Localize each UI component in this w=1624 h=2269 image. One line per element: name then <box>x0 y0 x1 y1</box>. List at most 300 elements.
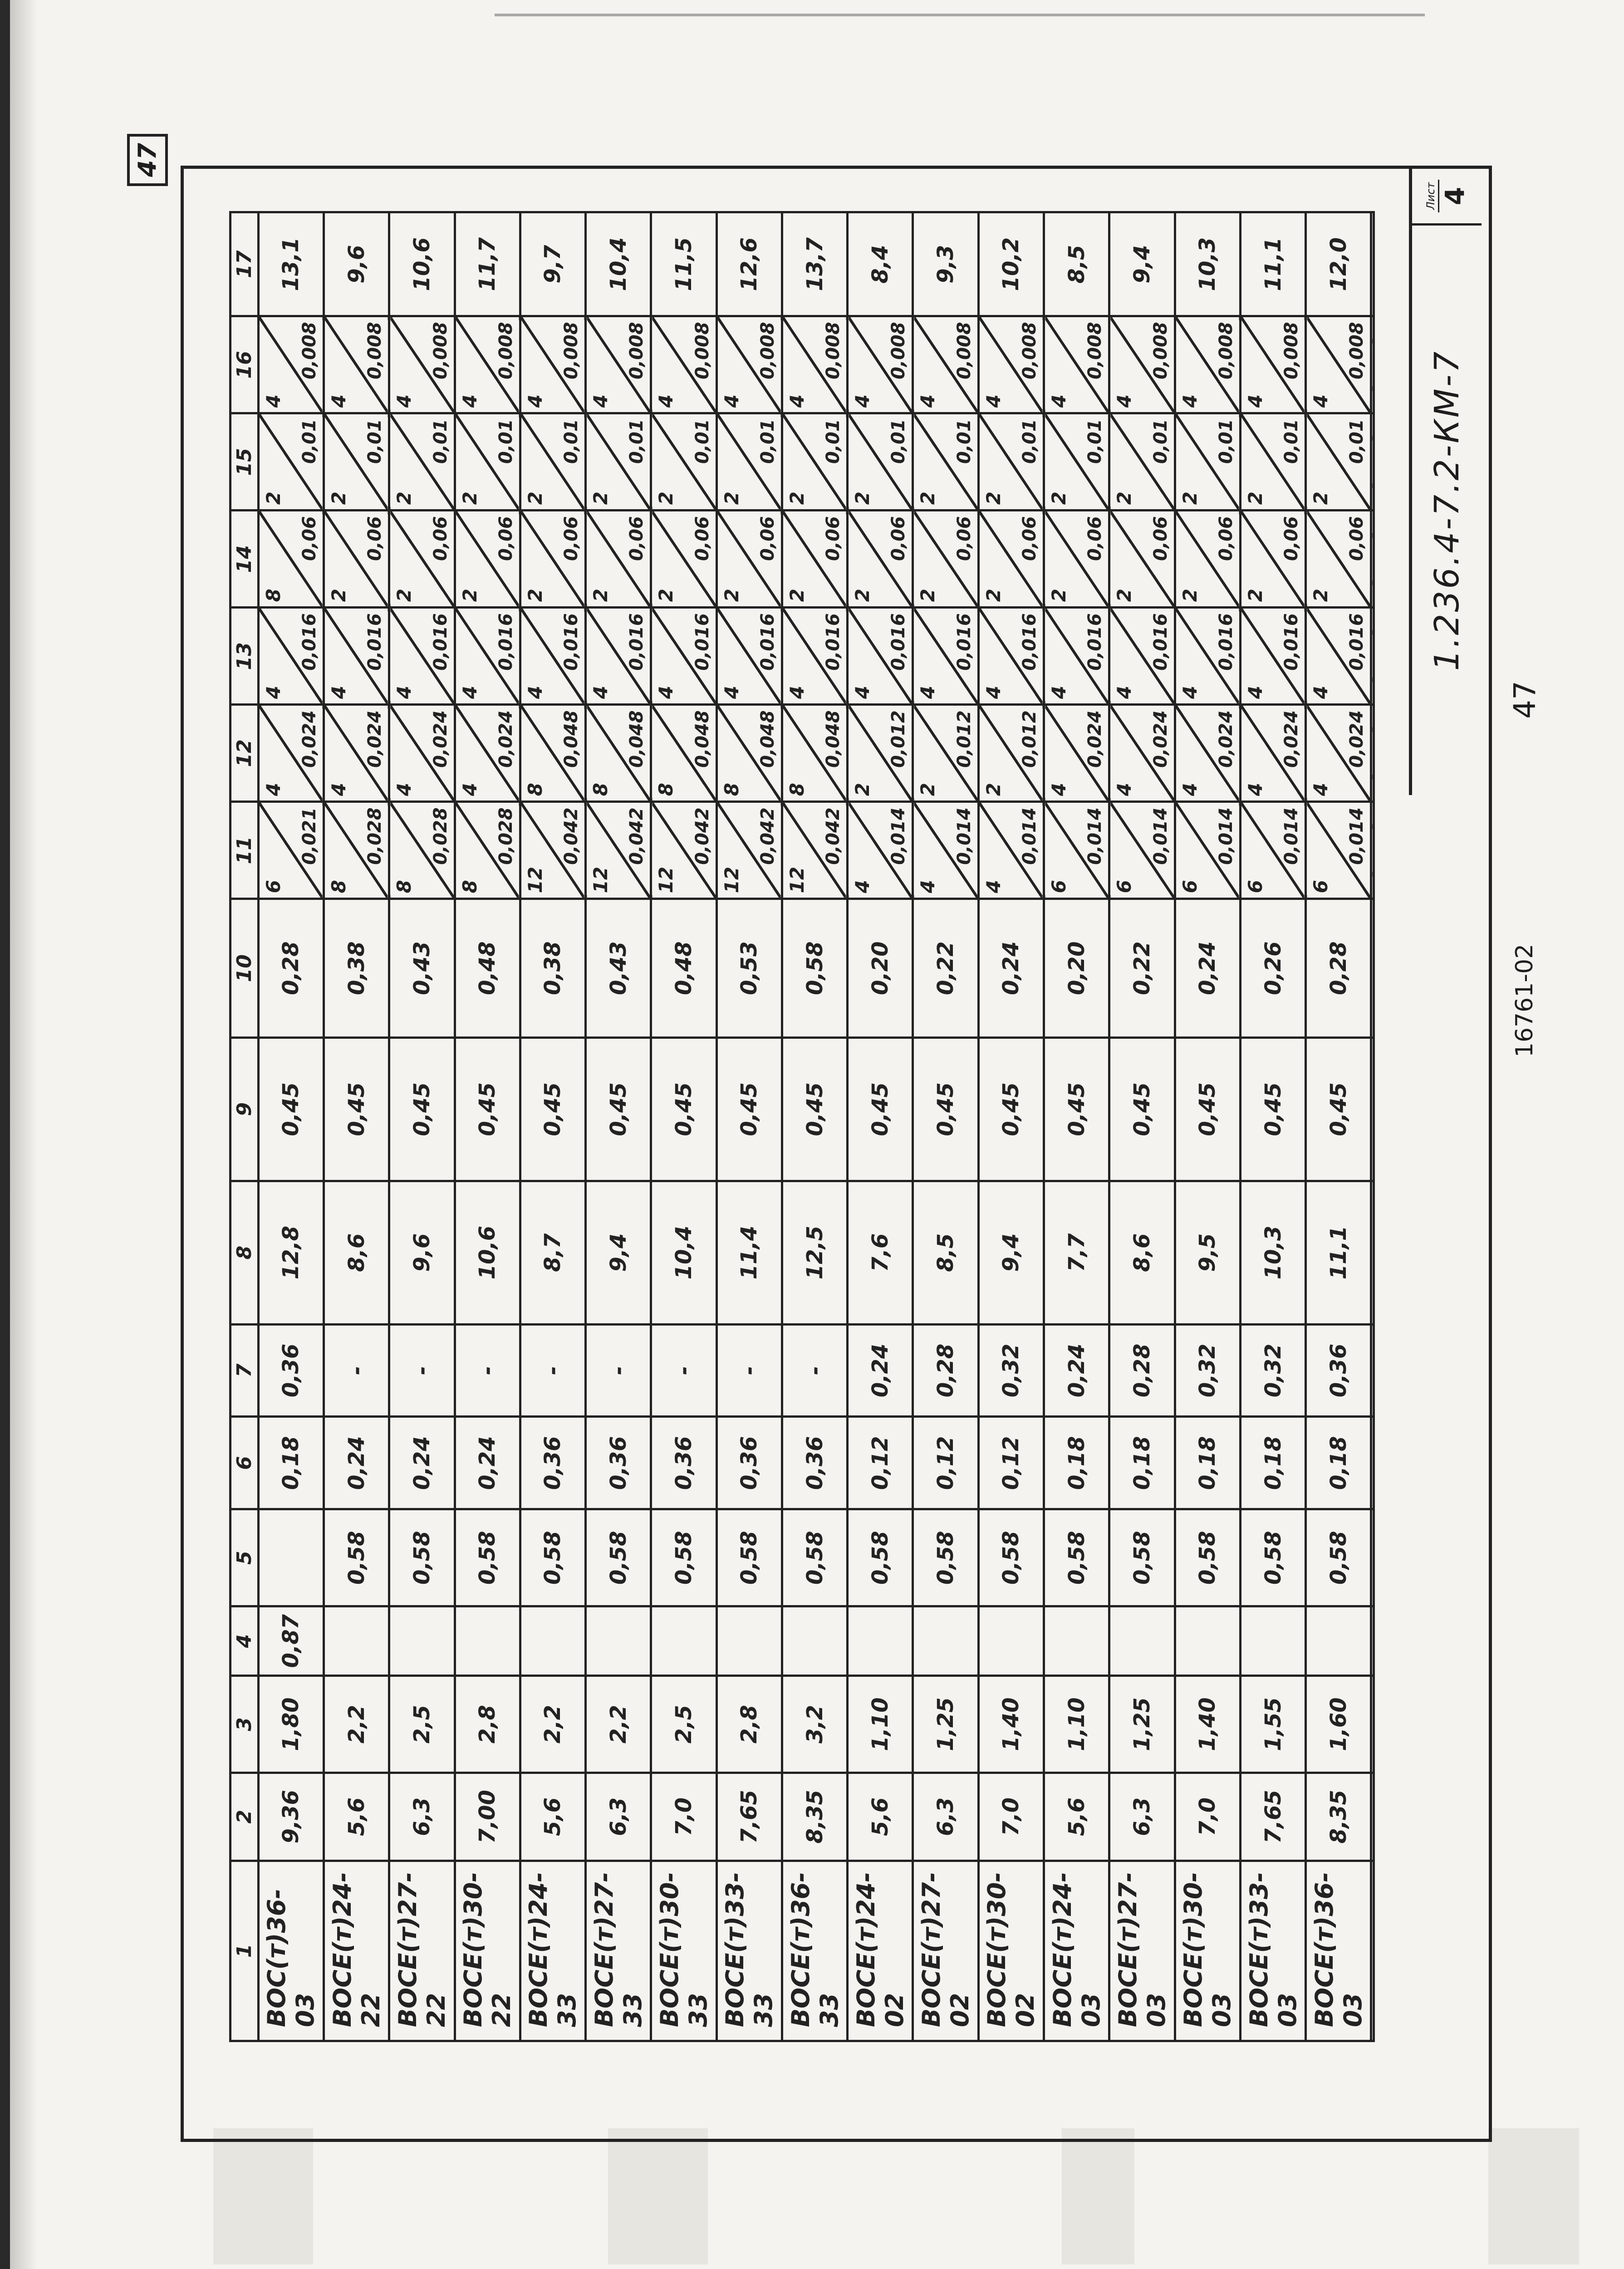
split-cell <box>978 511 1044 608</box>
table-cell: 9,4 <box>586 1181 651 1324</box>
split-cell <box>651 511 716 608</box>
table-cell: 0,22 <box>913 899 978 1038</box>
cell-count: 4 <box>393 686 416 699</box>
cell-count: 2 <box>458 491 481 505</box>
split-cell <box>1109 511 1175 608</box>
table-cell <box>782 1606 847 1676</box>
cell-count: 4 <box>1310 686 1332 699</box>
cell-weight: 0,024 <box>1281 710 1302 768</box>
table-cell: 0,24 <box>455 1417 520 1509</box>
cell-weight: 0,01 <box>364 419 386 464</box>
table-cell: 0,36 <box>258 1324 324 1417</box>
split-cell <box>716 802 782 899</box>
table-cell: 0,45 <box>651 1037 716 1181</box>
cell-weight: 0,06 <box>1150 516 1171 561</box>
table-cell: 9,6 <box>324 212 389 316</box>
table-cell: 1,10 <box>848 1676 913 1773</box>
table-cell: 6,3 <box>586 1773 651 1861</box>
cell-count: 2 <box>982 783 1005 796</box>
split-cell <box>258 705 324 802</box>
cell-weight: 0,016 <box>561 613 582 671</box>
table-cell: 0,87 <box>258 1606 324 1676</box>
split-cell <box>913 316 978 413</box>
table-cell: 0,45 <box>389 1037 455 1181</box>
cell-count: 4 <box>851 880 874 894</box>
table-cell: 0,36 <box>716 1417 782 1509</box>
cell-count: 4 <box>1310 783 1332 796</box>
cell-weight: 0,048 <box>626 710 648 768</box>
cell-weight: 0,01 <box>953 419 975 464</box>
split-cell <box>651 802 716 899</box>
cell-weight: 0,014 <box>1281 807 1302 865</box>
cell-weight: 0,06 <box>823 516 844 561</box>
cell-count: 8 <box>524 783 546 796</box>
table-cell: 3,2 <box>782 1676 847 1773</box>
cell-weight: 0,016 <box>1084 613 1106 671</box>
cell-weight: 0,01 <box>626 419 648 464</box>
table-cell <box>1240 1606 1305 1676</box>
table-cell: 0,45 <box>848 1037 913 1181</box>
row-name: ВОСЕ(т)24-22 <box>324 1861 389 2041</box>
split-cell <box>1175 511 1240 608</box>
cell-weight: 0,06 <box>1281 516 1302 561</box>
cell-count: 4 <box>1113 394 1136 408</box>
table-cell: 0,28 <box>258 899 324 1038</box>
split-cell <box>978 705 1044 802</box>
cell-count: 4 <box>1113 783 1136 796</box>
table-cell: 11,1 <box>1306 1181 1371 1324</box>
cell-count: 4 <box>655 686 677 699</box>
table-cell: 1,60 <box>1306 1676 1371 1773</box>
table-cell: 10,3 <box>1240 1181 1305 1324</box>
row-name: ВОСЕ(т)30-22 <box>455 1861 520 2041</box>
table-cell <box>258 1509 324 1606</box>
table-cell <box>913 1606 978 1676</box>
table-cell: 0,20 <box>848 899 913 1038</box>
column-header: 9 <box>231 1037 259 1181</box>
cell-weight: 0,014 <box>1150 807 1171 865</box>
cell-weight: 0,01 <box>823 419 844 464</box>
cell-count: 2 <box>589 491 612 505</box>
sheet-number: 4 <box>1439 187 1470 206</box>
table-cell: 12,5 <box>782 1181 847 1324</box>
table-cell: 1,55 <box>1240 1676 1305 1773</box>
table-cell: 0,18 <box>1240 1417 1305 1509</box>
table-cell: 0,45 <box>1175 1037 1240 1181</box>
cell-count: 4 <box>327 686 350 699</box>
table-cell: 0,58 <box>1306 1509 1371 1606</box>
table-cell: 7,65 <box>1240 1773 1305 1861</box>
table-cell: 0,28 <box>1109 1324 1175 1417</box>
table-cell: 11,1 <box>1240 212 1305 316</box>
cell-weight: 0,016 <box>1281 613 1302 671</box>
cell-weight: 0,06 <box>561 516 582 561</box>
empty-cell <box>1371 1181 1374 1324</box>
table-cell: 1,40 <box>1175 1676 1240 1773</box>
split-cell <box>1109 316 1175 413</box>
empty-split-cell <box>1371 608 1374 705</box>
split-cell <box>782 511 847 608</box>
column-header: 2 <box>231 1773 259 1861</box>
table-cell: 0,43 <box>586 899 651 1038</box>
table-cell: 6,3 <box>913 1773 978 1861</box>
cell-weight: 0,06 <box>626 516 648 561</box>
table-cell: 0,45 <box>324 1037 389 1181</box>
table-cell: 0,45 <box>1044 1037 1109 1181</box>
cell-count: 4 <box>1244 783 1266 796</box>
column-header: 12 <box>231 705 259 802</box>
cell-count: 2 <box>1178 589 1201 602</box>
cell-weight: 0,014 <box>1346 807 1368 865</box>
split-cell <box>586 705 651 802</box>
cell-count: 2 <box>458 589 481 602</box>
cell-weight: 0,01 <box>757 419 778 464</box>
cell-count: 2 <box>1113 491 1136 505</box>
table-cell: 9,5 <box>1175 1181 1240 1324</box>
table-cell: 0,36 <box>782 1417 847 1509</box>
cell-weight: 0,01 <box>1019 419 1040 464</box>
row-name: ВОСЕ(т)36-03 <box>1306 1861 1371 2041</box>
row-name: ВОСЕ(т)27-22 <box>389 1861 455 2041</box>
table-cell <box>1109 1606 1175 1676</box>
table-cell: 2,2 <box>586 1676 651 1773</box>
cell-weight: 0,016 <box>495 613 516 671</box>
table-cell <box>1044 1606 1109 1676</box>
cell-weight: 0,048 <box>757 710 778 768</box>
split-cell <box>258 511 324 608</box>
row-name: ВОСЕ(т)27-33 <box>586 1861 651 2041</box>
split-cell <box>1306 511 1371 608</box>
split-cell <box>1240 413 1305 511</box>
cell-weight: 0,042 <box>757 807 778 865</box>
cell-weight: 0,016 <box>626 613 648 671</box>
cell-weight: 0,06 <box>1084 516 1106 561</box>
table-cell: 0,45 <box>913 1037 978 1181</box>
split-cell <box>978 608 1044 705</box>
split-cell <box>913 705 978 802</box>
cell-count: 4 <box>327 783 350 796</box>
page-number-box <box>127 134 168 186</box>
table-row <box>848 212 913 2041</box>
cell-weight: 0,008 <box>1346 322 1368 379</box>
cell-weight: 0,06 <box>1215 516 1236 561</box>
split-cell <box>1306 413 1371 511</box>
cell-weight: 0,008 <box>626 322 648 379</box>
split-cell <box>1240 511 1305 608</box>
cell-count: 12 <box>655 866 677 894</box>
split-cell <box>258 608 324 705</box>
cell-count: 2 <box>851 589 874 602</box>
cell-weight: 0,06 <box>757 516 778 561</box>
cell-count: 6 <box>1178 880 1201 894</box>
table-cell: 10,6 <box>455 1181 520 1324</box>
table-cell: 0,24 <box>978 899 1044 1038</box>
cell-weight: 0,016 <box>692 613 713 671</box>
table-cell: 9,36 <box>258 1773 324 1861</box>
cell-count: 4 <box>524 394 546 408</box>
split-cell <box>389 413 455 511</box>
cell-count: 4 <box>458 394 481 408</box>
cell-count: 2 <box>1048 589 1070 602</box>
column-header: 13 <box>231 608 259 705</box>
split-cell <box>1044 608 1109 705</box>
cell-count: 4 <box>262 394 285 408</box>
split-cell <box>389 608 455 705</box>
table-cell: 0,18 <box>1306 1417 1371 1509</box>
cell-count: 8 <box>589 783 612 796</box>
cell-count: 2 <box>327 589 350 602</box>
table-cell <box>716 1606 782 1676</box>
cell-weight: 0,01 <box>1084 419 1106 464</box>
cell-count: 6 <box>1048 880 1070 894</box>
split-cell <box>848 608 913 705</box>
cell-weight: 0,008 <box>1084 322 1106 379</box>
column-header: 10 <box>231 899 259 1038</box>
split-cell <box>913 802 978 899</box>
table-cell: 2,5 <box>389 1676 455 1773</box>
table-cell: 10,2 <box>978 212 1044 316</box>
cell-count: 4 <box>982 394 1005 408</box>
table-cell: 0,58 <box>848 1509 913 1606</box>
cell-count: 2 <box>1244 589 1266 602</box>
split-cell <box>1109 802 1175 899</box>
split-cell <box>1175 705 1240 802</box>
scan-noise <box>213 2128 313 2264</box>
table-cell: 0,28 <box>913 1324 978 1417</box>
split-cell <box>716 511 782 608</box>
table-row <box>389 212 455 2041</box>
cell-weight: 0,008 <box>757 322 778 379</box>
empty-split-cell <box>1371 705 1374 802</box>
cell-weight: 0,042 <box>823 807 844 865</box>
split-cell <box>1240 608 1305 705</box>
split-cell <box>389 802 455 899</box>
cell-count: 2 <box>917 589 939 602</box>
split-cell <box>1044 413 1109 511</box>
document-code: 1.236.4-7.2-КМ-7 <box>1427 349 1467 671</box>
cell-weight: 0,008 <box>299 322 320 379</box>
cell-weight: 0,012 <box>953 710 975 768</box>
cell-weight: 0,01 <box>495 419 516 464</box>
empty-row <box>1371 212 1374 2041</box>
split-cell <box>1306 802 1371 899</box>
split-cell <box>455 316 520 413</box>
table-cell: - <box>651 1324 716 1417</box>
column-header: 5 <box>231 1509 259 1606</box>
cell-weight: 0,016 <box>953 613 975 671</box>
table-cell: 0,58 <box>913 1509 978 1606</box>
table-cell: 0,22 <box>1109 899 1175 1038</box>
table-cell: 0,58 <box>716 1509 782 1606</box>
table-cell: 7,65 <box>716 1773 782 1861</box>
split-cell <box>1109 608 1175 705</box>
table-cell: 0,53 <box>716 899 782 1038</box>
row-name: ВОСЕ(т)24-33 <box>520 1861 585 2041</box>
table-cell: 8,7 <box>520 1181 585 1324</box>
row-name: ВОСЕ(т)33-03 <box>1240 1861 1305 2041</box>
split-cell <box>389 705 455 802</box>
spec-table-area <box>229 211 1375 2042</box>
cell-count: 4 <box>393 783 416 796</box>
cell-count: 2 <box>393 491 416 505</box>
cell-count: 2 <box>524 589 546 602</box>
cell-count: 2 <box>720 491 743 505</box>
row-name: ВОСЕ(т)24-03 <box>1044 1861 1109 2041</box>
scan-shadow <box>10 0 37 2269</box>
cell-weight: 0,016 <box>1150 613 1171 671</box>
cell-count: 2 <box>1178 491 1201 505</box>
row-name: ВОСЕ(т)30-02 <box>978 1861 1044 2041</box>
table-cell: 0,45 <box>1306 1037 1371 1181</box>
table-cell: 0,18 <box>1175 1417 1240 1509</box>
cell-weight: 0,014 <box>953 807 975 865</box>
table-row <box>782 212 847 2041</box>
split-cell <box>1044 511 1109 608</box>
cell-weight: 0,008 <box>1019 322 1040 379</box>
table-cell <box>324 1606 389 1676</box>
title-stamp <box>1409 169 1482 795</box>
empty-cell <box>1371 1773 1374 1861</box>
cell-weight: 0,012 <box>1019 710 1040 768</box>
table-cell: 0,24 <box>389 1417 455 1509</box>
table-cell: 9,6 <box>389 1181 455 1324</box>
cell-weight: 0,01 <box>299 419 320 464</box>
column-header: 8 <box>231 1181 259 1324</box>
cell-count: 4 <box>1048 686 1070 699</box>
cell-weight: 0,024 <box>1150 710 1171 768</box>
table-cell: 8,35 <box>1306 1773 1371 1861</box>
table-cell: 12,0 <box>1306 212 1371 316</box>
split-cell <box>586 608 651 705</box>
split-cell <box>324 802 389 899</box>
table-cell: 0,58 <box>1175 1509 1240 1606</box>
cell-weight: 0,01 <box>430 419 451 464</box>
split-cell <box>716 413 782 511</box>
cell-weight: 0,06 <box>953 516 975 561</box>
column-header: 4 <box>231 1606 259 1676</box>
split-cell <box>1306 608 1371 705</box>
table-cell: 5,6 <box>520 1773 585 1861</box>
table-cell: 0,45 <box>1240 1037 1305 1181</box>
table-cell: 2,2 <box>520 1676 585 1773</box>
split-cell <box>651 608 716 705</box>
table-cell: 0,48 <box>455 899 520 1038</box>
cell-weight: 0,008 <box>953 322 975 379</box>
cell-weight: 0,016 <box>823 613 844 671</box>
split-cell <box>324 608 389 705</box>
table-cell: 0,18 <box>258 1417 324 1509</box>
cell-count: 4 <box>589 394 612 408</box>
table-cell: 7,7 <box>1044 1181 1109 1324</box>
table-cell: 0,58 <box>1044 1509 1109 1606</box>
cell-weight: 0,021 <box>299 807 320 865</box>
table-cell: 0,45 <box>978 1037 1044 1181</box>
cell-count: 4 <box>589 686 612 699</box>
table-cell: 0,58 <box>586 1509 651 1606</box>
table-cell: 0,12 <box>978 1417 1044 1509</box>
cell-count: 4 <box>262 686 285 699</box>
split-cell <box>1240 316 1305 413</box>
split-cell <box>1306 705 1371 802</box>
split-cell <box>520 316 585 413</box>
table-cell: 6,3 <box>389 1773 455 1861</box>
table-row <box>1306 212 1371 2041</box>
table-cell <box>651 1606 716 1676</box>
table-cell: 0,58 <box>520 1509 585 1606</box>
split-cell <box>258 316 324 413</box>
table-cell: 2,8 <box>455 1676 520 1773</box>
table-cell: 0,32 <box>1240 1324 1305 1417</box>
table-cell: 7,00 <box>455 1773 520 1861</box>
cell-count: 2 <box>1048 491 1070 505</box>
row-name: ВОСЕ(т)33-33 <box>716 1861 782 2041</box>
table-cell <box>520 1606 585 1676</box>
table-cell <box>848 1606 913 1676</box>
empty-split-cell <box>1371 413 1374 511</box>
split-cell <box>1306 316 1371 413</box>
cell-count: 2 <box>1244 491 1266 505</box>
split-cell <box>520 802 585 899</box>
table-cell: 1,40 <box>978 1676 1044 1773</box>
row-name: ВОСЕ(т)27-03 <box>1109 1861 1175 2041</box>
split-cell <box>324 511 389 608</box>
cell-weight: 0,028 <box>364 807 386 865</box>
cell-count: 2 <box>1310 491 1332 505</box>
cell-count: 2 <box>1113 589 1136 602</box>
table-cell: 5,6 <box>1044 1773 1109 1861</box>
cell-weight: 0,016 <box>299 613 320 671</box>
cell-count: 4 <box>1244 394 1266 408</box>
cell-count: 4 <box>458 686 481 699</box>
cell-weight: 0,042 <box>561 807 582 865</box>
cell-count: 6 <box>262 880 285 894</box>
table-cell: 12,6 <box>716 212 782 316</box>
table-row <box>1109 212 1175 2041</box>
cell-weight: 0,012 <box>888 710 909 768</box>
column-header: 16 <box>231 316 259 413</box>
split-cell <box>848 705 913 802</box>
table-cell: 1,25 <box>913 1676 978 1773</box>
cell-count: 2 <box>851 491 874 505</box>
cell-weight: 0,024 <box>430 710 451 768</box>
footer-marks <box>1497 681 1552 1057</box>
table-cell: 5,6 <box>324 1773 389 1861</box>
split-cell <box>978 802 1044 899</box>
split-cell <box>455 511 520 608</box>
split-cell <box>1044 316 1109 413</box>
empty-cell <box>1371 1861 1374 2041</box>
split-cell <box>913 608 978 705</box>
cell-count: 8 <box>655 783 677 796</box>
table-cell: 10,4 <box>651 1181 716 1324</box>
empty-cell <box>1371 1676 1374 1773</box>
cell-weight: 0,014 <box>1215 807 1236 865</box>
cell-count: 8 <box>720 783 743 796</box>
cell-weight: 0,06 <box>1346 516 1368 561</box>
table-cell: 1,80 <box>258 1676 324 1773</box>
split-cell <box>324 316 389 413</box>
table-row <box>651 212 716 2041</box>
table-cell: 6,3 <box>1109 1773 1175 1861</box>
split-cell <box>913 511 978 608</box>
split-cell <box>716 316 782 413</box>
cell-count: 4 <box>458 783 481 796</box>
table-cell: 0,36 <box>520 1417 585 1509</box>
footer-page: 47 <box>1507 681 1542 719</box>
cell-count: 2 <box>917 783 939 796</box>
cell-weight: 0,014 <box>1084 807 1106 865</box>
table-cell: - <box>716 1324 782 1417</box>
